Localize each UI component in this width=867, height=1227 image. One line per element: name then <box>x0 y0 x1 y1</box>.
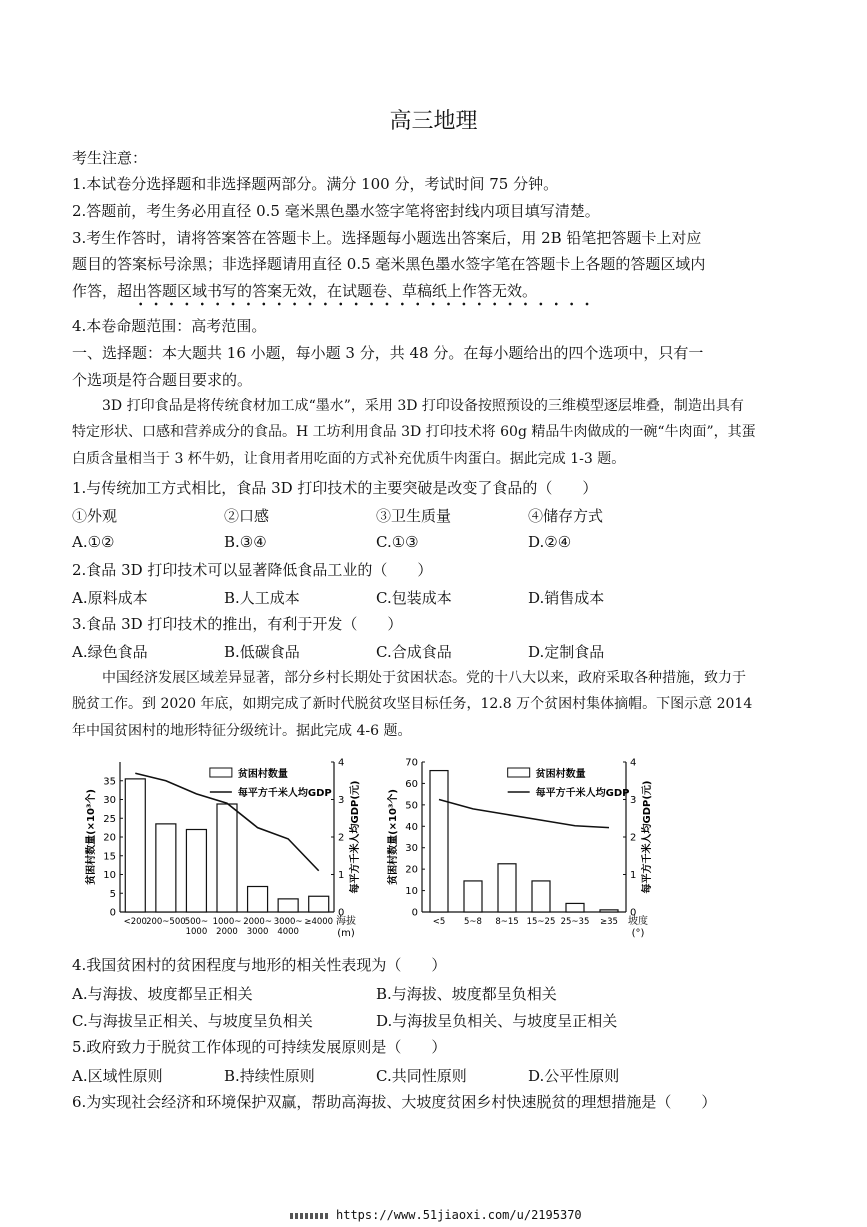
question-5-option-a[interactable]: A.区域性原则 <box>72 1067 163 1085</box>
y-tick-label: 20 <box>405 864 418 876</box>
notice-heading: 考生注意： <box>72 149 148 167</box>
x-tick-label: <200 <box>123 917 147 927</box>
y2-tick-label: 2 <box>630 832 637 844</box>
section-1-intro-line-1: 一、选择题：本大题共 16 小题，每小题 3 分，共 48 分。在每小题给出的四个选项中，只有一 <box>72 344 704 362</box>
legend-bar-label: 贫困村数量 <box>535 769 586 780</box>
notice-item-3-line-2: 题目的答案标号涂黑；非选择题请用直径 0.5 毫米黑色墨水签字笔在答题卡上各题的答题区域内 <box>72 255 706 273</box>
bar <box>125 779 145 912</box>
bar <box>498 864 516 912</box>
bar <box>566 903 584 912</box>
y-tick-label: 25 <box>103 813 116 825</box>
y-tick-label: 60 <box>405 778 418 790</box>
x-tick-label: 8~15 <box>495 917 519 927</box>
question-2-option-d[interactable]: D.销售成本 <box>528 589 605 607</box>
y-tick-label: 15 <box>103 851 116 863</box>
bar <box>156 824 176 912</box>
y2-tick-label: 4 <box>630 757 637 769</box>
passage-2-line-3: 年中国贫困村的地形特征分级统计。据此完成 4-6 题。 <box>72 723 412 739</box>
y-tick-label: 10 <box>103 870 116 881</box>
slope-chart <box>380 748 680 948</box>
y-tick-label: 20 <box>103 832 116 844</box>
y-tick-label: 0 <box>109 907 116 919</box>
question-1-item: ②口感 <box>224 507 270 525</box>
bar <box>430 771 448 912</box>
emphasis-dots <box>133 302 595 306</box>
x-tick-label: 15~25 <box>526 917 556 927</box>
bar <box>532 881 550 912</box>
question-2-option-b[interactable]: B.人工成本 <box>224 589 300 607</box>
question-1-item: ④储存方式 <box>528 507 604 525</box>
x-tick-label: 200~500 <box>146 917 186 927</box>
notice-item-1: 1.本试卷分选择题和非选择题两部分。满分 100 分，考试时间 75 分钟。 <box>72 175 559 193</box>
y-tick-label: 30 <box>405 843 418 855</box>
y2-tick-label: 3 <box>630 795 637 806</box>
notice-item-2: 2.答题前，考生务必用直径 0.5 毫米黑色墨水签字笔将密封线内项目填写清楚。 <box>72 202 600 220</box>
y2-axis-title: 每平方千米人均GDP(元) <box>350 780 361 894</box>
question-6-stem: 6.为实现社会经济和环境保护双赢，帮助高海拔、大坡度贫困乡村快速脱贫的理想措施是（ ） <box>72 1093 717 1111</box>
notice-item-4: 4.本卷命题范围：高考范围。 <box>72 317 267 335</box>
x-tick-label: 2000~ 3000 <box>243 917 272 937</box>
question-3-option-b[interactable]: B.低碳食品 <box>224 643 300 661</box>
y2-tick-label: 0 <box>630 907 637 919</box>
question-1-option-a[interactable]: A.①② <box>72 533 115 551</box>
footer-url: https://www.51jiaoxi.com/u/2195370 <box>336 1208 582 1222</box>
question-2-stem: 2.食品 3D 打印技术可以显著降低食品工业的（ ） <box>72 561 433 579</box>
question-2-option-c[interactable]: C.包装成本 <box>376 589 452 607</box>
bar <box>186 830 206 913</box>
passage-1-line-1: 3D 打印食品是将传统食材加工成“墨水”，采用 3D 打印设备按照预设的三维模型逐层堆叠，制造出具有 <box>102 398 744 414</box>
y-axis-title: 贫困村数量(×10³个) <box>388 789 399 885</box>
question-1-option-b[interactable]: B.③④ <box>224 533 267 551</box>
altitude-chart <box>74 748 394 948</box>
question-5-option-d[interactable]: D.公平性原则 <box>528 1067 620 1085</box>
notice-item-3-line-1: 3.考生作答时，请将答案答在答题卡上。选择题每小题选出答案后，用 2B 铅笔把答题卡上对应 <box>72 229 702 247</box>
y-tick-label: 0 <box>411 907 418 919</box>
y-tick-label: 70 <box>405 757 418 769</box>
question-5-option-b[interactable]: B.持续性原则 <box>224 1067 315 1085</box>
x-tick-label: 3000~ 4000 <box>273 917 303 937</box>
bar <box>309 896 329 912</box>
question-4-option-d[interactable]: D.与海拔呈负相关、与坡度呈正相关 <box>376 1012 618 1030</box>
legend-line-label: 每平方千米人均GDP <box>237 788 332 799</box>
question-1-option-c[interactable]: C.①③ <box>376 533 419 551</box>
bar <box>278 899 298 912</box>
passage-1-line-3: 白质含量相当于 3 杯牛奶，让食用者用吃面的方式补充优质牛肉蛋白。据此完成 1-3 题。 <box>72 451 626 467</box>
question-2-option-a[interactable]: A.原料成本 <box>72 589 148 607</box>
y-axis-title: 贫困村数量(×10³个) <box>86 789 97 885</box>
x-axis-title: 海拔(m) <box>336 916 356 939</box>
question-1-item: ③卫生质量 <box>376 507 452 525</box>
question-4-option-b[interactable]: B.与海拔、坡度都呈负相关 <box>376 985 557 1003</box>
y2-tick-label: 0 <box>338 907 345 919</box>
y-tick-label: 30 <box>103 795 116 806</box>
y-tick-label: 50 <box>405 800 418 812</box>
bar <box>464 881 482 912</box>
legend-bar-swatch <box>508 768 530 777</box>
y-tick-label: 10 <box>405 886 418 898</box>
passage-2-line-1: 中国经济发展区域差异显著，部分乡村长期处于贫困状态。党的十八大以来，政府采取各种措施，致力于 <box>102 670 746 686</box>
gdp-line <box>439 800 609 828</box>
question-3-stem: 3.食品 3D 打印技术的推出，有利于开发（ ） <box>72 615 403 633</box>
question-3-option-a[interactable]: A.绿色食品 <box>72 643 148 661</box>
bar <box>217 804 237 912</box>
x-axis-title: 坡度(°) <box>628 916 648 939</box>
footer-watermark <box>290 1208 582 1222</box>
section-1-intro-line-2: 个选项是符合题目要求的。 <box>72 371 253 389</box>
y-tick-label: 5 <box>109 888 116 900</box>
question-1-stem: 1.与传统加工方式相比，食品 3D 打印技术的主要突破是改变了食品的（ ） <box>72 479 598 497</box>
watermark-logo-icon <box>290 1213 330 1219</box>
question-3-option-c[interactable]: C.合成食品 <box>376 643 452 661</box>
bar <box>600 910 618 912</box>
x-tick-label: <5 <box>432 917 446 927</box>
x-tick-label: 5~8 <box>464 917 482 927</box>
question-3-option-d[interactable]: D.定制食品 <box>528 643 605 661</box>
legend-bar-swatch <box>210 768 232 777</box>
y2-tick-label: 4 <box>338 757 345 769</box>
notice-item-3-line-3: 作答，超出答题区域书写的答案无效，在试题卷、草稿纸上作答无效。 <box>72 282 538 300</box>
question-4-stem: 4.我国贫困村的贫困程度与地形的相关性表现为（ ） <box>72 956 447 974</box>
y2-tick-label: 2 <box>338 832 345 844</box>
y-tick-label: 40 <box>405 821 418 833</box>
question-1-option-d[interactable]: D.②④ <box>528 533 572 551</box>
question-4-option-a[interactable]: A.与海拔、坡度都呈正相关 <box>72 985 253 1003</box>
legend-bar-label: 贫困村数量 <box>237 769 288 780</box>
x-tick-label: 1000~ 2000 <box>212 917 242 937</box>
y2-tick-label: 1 <box>338 870 345 881</box>
x-tick-label: 500~ 1000 <box>184 917 209 937</box>
passage-1-line-2: 特定形状、口感和营养成分的食品。H 工坊利用食品 3D 打印技术将 60g 精品牛肉做成的一碗“牛肉面”，其蛋 <box>72 424 756 440</box>
question-5-option-c[interactable]: C.共同性原则 <box>376 1067 467 1085</box>
y2-tick-label: 3 <box>338 795 345 806</box>
y2-tick-label: 1 <box>630 870 637 881</box>
page-title: 高三地理 <box>389 109 478 134</box>
y2-axis-title: 每平方千米人均GDP(元) <box>642 780 653 894</box>
x-tick-label: ≥35 <box>600 917 618 927</box>
legend-line-label: 每平方千米人均GDP <box>535 788 630 799</box>
question-5-stem: 5.政府致力于脱贫工作体现的可持续发展原则是（ ） <box>72 1038 447 1056</box>
x-tick-label: 25~35 <box>560 917 590 927</box>
x-tick-label: ≥4000 <box>304 917 334 927</box>
bar <box>248 887 268 913</box>
passage-2-line-2: 脱贫工作。到 2020 年底，如期完成了新时代脱贫攻坚目标任务，12.8 万个贫困村集体摘帽。下图示意 2014 <box>72 696 753 712</box>
question-1-item: ①外观 <box>72 507 118 525</box>
y-tick-label: 35 <box>103 776 116 788</box>
question-4-option-c[interactable]: C.与海拔呈正相关、与坡度呈负相关 <box>72 1012 313 1030</box>
